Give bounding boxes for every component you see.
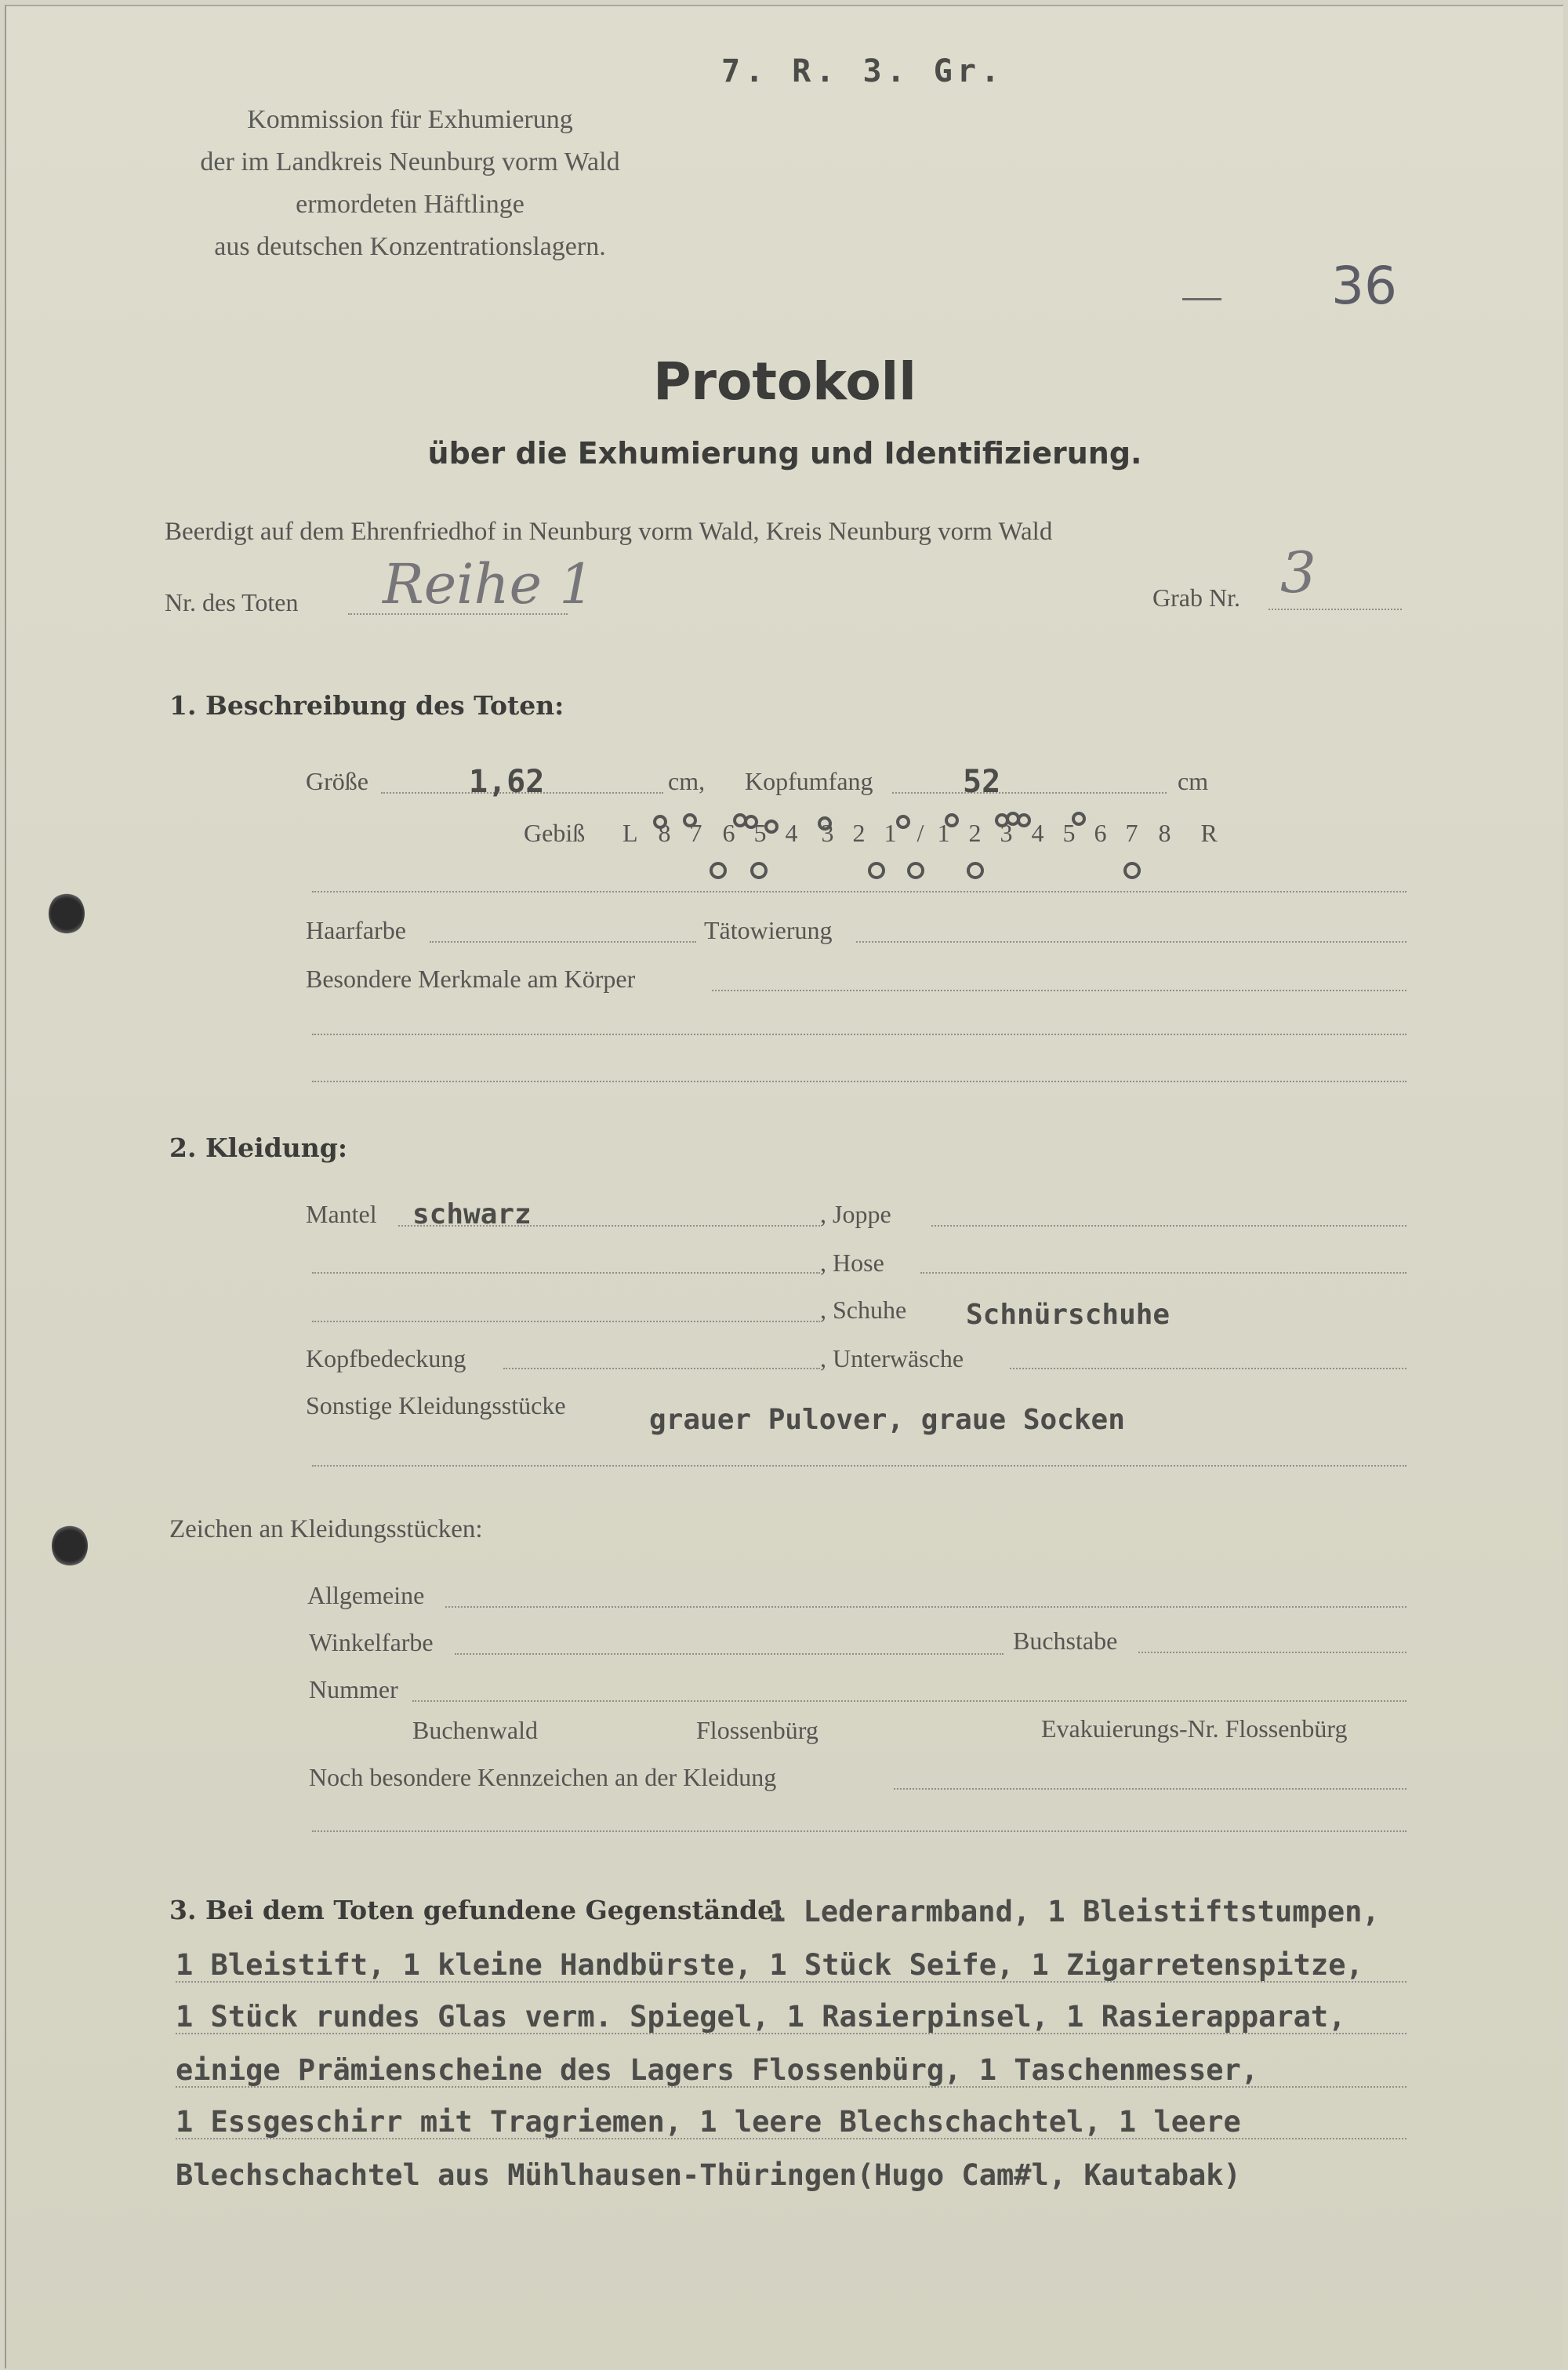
hose-label: , Hose [820, 1249, 884, 1277]
dental-mark [684, 815, 695, 826]
buchenwald-label: Buchenwald [412, 1716, 538, 1744]
items-line-1: 1 Lederarmband, 1 Bleistiftstumpen, [768, 1895, 1380, 1928]
dental-mark [766, 821, 777, 832]
tooth: 3 [1000, 819, 1013, 847]
gebiss-line [312, 891, 1406, 892]
dental-mark [968, 863, 982, 878]
nr-toten-label: Nr. des Toten [165, 588, 299, 616]
grab-nr-value: 3 [1280, 540, 1316, 605]
section2-heading: 2. Kleidung: [169, 1132, 348, 1163]
gebiss-label: Gebiß [524, 819, 586, 847]
items-line-rule-1 [176, 1981, 1406, 1983]
tooth: 2 [852, 819, 866, 847]
dental-mark [711, 863, 725, 878]
tooth: 2 [968, 819, 982, 847]
buchstabe-label: Buchstabe [1013, 1627, 1118, 1655]
page-number: 36 [1331, 256, 1397, 316]
tooth: 5 [1062, 819, 1076, 847]
gebiss-right-marker: R [1200, 819, 1218, 847]
gebiss-row: L 8 7 6 5 4 3 2 1 / 1 2 3 4 5 6 7 8 R [622, 819, 1218, 847]
evakuierung-label: Evakuierungs-Nr. Flossenbürg [1041, 1714, 1348, 1743]
section3-heading: 3. Bei dem Toten gefundene Gegenstände: [169, 1895, 784, 1925]
joppe-line [931, 1225, 1406, 1227]
winkelfarbe-label: Winkelfarbe [309, 1628, 434, 1656]
sonstige-value: grauer Pulover, graue Socken [649, 1404, 1125, 1436]
allgemeine-line [445, 1606, 1406, 1608]
grab-nr-label: Grab Nr. [1152, 583, 1240, 612]
kopfumfang-line [892, 792, 1167, 794]
tooth: 3 [821, 819, 834, 847]
tooth: 5 [753, 819, 767, 847]
dental-mark [819, 818, 830, 829]
grab-nr-line [1269, 609, 1402, 610]
file-reference: 7. R. 3. Gr. [721, 53, 1004, 89]
buchstabe-line [1138, 1652, 1406, 1653]
noch-label: Noch besondere Kennzeichen an der Kleidung [309, 1763, 777, 1791]
items-line-rule-4 [176, 2138, 1406, 2139]
commission-line-2: der im Landkreis Neunburg vorm Wald [200, 147, 620, 176]
dental-mark [946, 815, 957, 826]
dental-mark [996, 815, 1007, 826]
sonstige-label: Sonstige Kleidungsstücke [306, 1391, 566, 1419]
document-page [5, 5, 1563, 2368]
dental-mark [655, 816, 666, 827]
haarfarbe-line [430, 941, 696, 943]
groesse-value: 1,62 [469, 764, 545, 800]
unterwaesche-label: , Unterwäsche [820, 1344, 964, 1372]
punch-hole-bottom [52, 1525, 88, 1567]
cm-label-2: cm [1178, 767, 1209, 795]
noch-line-2 [312, 1830, 1406, 1832]
dental-mark [1073, 813, 1084, 824]
schuhe-left-line [312, 1321, 820, 1322]
items-line-6: Blechschachtel aus Mühlhausen-Thüringen(Hugo Cam#l, Kautabak) [176, 2158, 1241, 2192]
commission-header [124, 99, 696, 268]
cm-label-1: cm, [668, 767, 706, 795]
merkmale-line-3 [312, 1081, 1406, 1082]
tooth: 4 [785, 819, 798, 847]
schuhe-value: Schnürschuhe [966, 1299, 1171, 1331]
taetowierung-line [856, 941, 1406, 943]
dental-mark [746, 816, 757, 827]
haarfarbe-label: Haarfarbe [306, 916, 406, 944]
winkelfarbe-line [455, 1653, 1004, 1655]
hose-left-line [312, 1272, 820, 1274]
items-line-rule-2 [176, 2033, 1406, 2034]
taetowierung-label: Tätowierung [704, 916, 833, 944]
noch-line-1 [894, 1788, 1406, 1790]
dental-marks [633, 806, 1182, 892]
nummer-label: Nummer [309, 1675, 398, 1703]
sonstige-line [312, 1465, 1406, 1467]
merkmale-line-1 [712, 990, 1406, 991]
punch-hole-top [49, 892, 85, 935]
tooth: 1 [937, 819, 950, 847]
tooth: 7 [1125, 819, 1138, 847]
tooth: 6 [722, 819, 735, 847]
dental-mark [752, 863, 766, 878]
kopfumfang-label: Kopfumfang [745, 767, 873, 795]
flossenbuerg-label: Flossenbürg [696, 1716, 818, 1744]
page-title: Protokoll [653, 351, 916, 412]
gebiss-left-marker: L [622, 819, 638, 847]
commission-line-1: Kommission für Exhumierung [247, 105, 573, 134]
items-line-5: 1 Essgeschirr mit Tragriemen, 1 leere Blechschachtel, 1 leere [176, 2105, 1241, 2139]
joppe-label: , Joppe [820, 1200, 891, 1228]
section1-heading: 1. Beschreibung des Toten: [169, 690, 564, 721]
kopfumfang-value: 52 [963, 764, 1001, 800]
burial-line: Beerdigt auf dem Ehrenfriedhof in Neunburg vorm Wald, Kreis Neunburg vorm Wald [165, 518, 1053, 546]
commission-line-4: aus deutschen Konzentrationslagern. [214, 232, 606, 261]
zeichen-heading: Zeichen an Kleidungsstücken: [169, 1515, 483, 1543]
tooth: 6 [1094, 819, 1107, 847]
allgemeine-label: Allgemeine [307, 1581, 425, 1609]
mantel-label: Mantel [306, 1200, 377, 1228]
dental-mark [1125, 863, 1139, 878]
unterwaesche-line [1010, 1368, 1406, 1369]
items-line-rule-3 [176, 2086, 1406, 2088]
page-subtitle: über die Exhumierung und Identifizierung. [427, 436, 1142, 471]
kopfbedeckung-label: Kopfbedeckung [306, 1344, 466, 1372]
dental-mark [909, 863, 923, 878]
items-line-4: einige Prämienscheine des Lagers Flossenbürg, 1 Taschenmesser, [176, 2053, 1259, 2087]
tooth: 8 [658, 819, 671, 847]
schuhe-label: , Schuhe [820, 1296, 907, 1324]
nr-toten-value: Reihe 1 [383, 552, 594, 616]
nummer-line [412, 1700, 1406, 1702]
commission-line-3: ermordeten Häftlinge [296, 190, 524, 219]
dental-mark [1007, 813, 1018, 824]
merkmale-label: Besondere Merkmale am Körper [306, 965, 636, 993]
merkmale-line-2 [312, 1034, 1406, 1035]
hose-line [920, 1272, 1406, 1274]
tooth: 7 [689, 819, 702, 847]
stamp-mark [1182, 298, 1221, 300]
tooth: 4 [1031, 819, 1044, 847]
kopfbedeckung-line [503, 1368, 820, 1369]
dental-mark [898, 816, 909, 827]
groesse-label: Größe [306, 767, 368, 795]
dental-mark [735, 815, 746, 826]
items-line-3: 1 Stück rundes Glas verm. Spiegel, 1 Rasierpinsel, 1 Rasierapparat, [176, 2000, 1346, 2034]
tooth: 1 [884, 819, 897, 847]
dental-mark [1018, 815, 1029, 826]
tooth: 8 [1158, 819, 1171, 847]
dental-mark [869, 863, 884, 878]
items-line-2: 1 Bleistift, 1 kleine Handbürste, 1 Stück Seife, 1 Zigarretenspitze, [176, 1948, 1363, 1982]
mantel-value: schwarz [412, 1198, 532, 1230]
